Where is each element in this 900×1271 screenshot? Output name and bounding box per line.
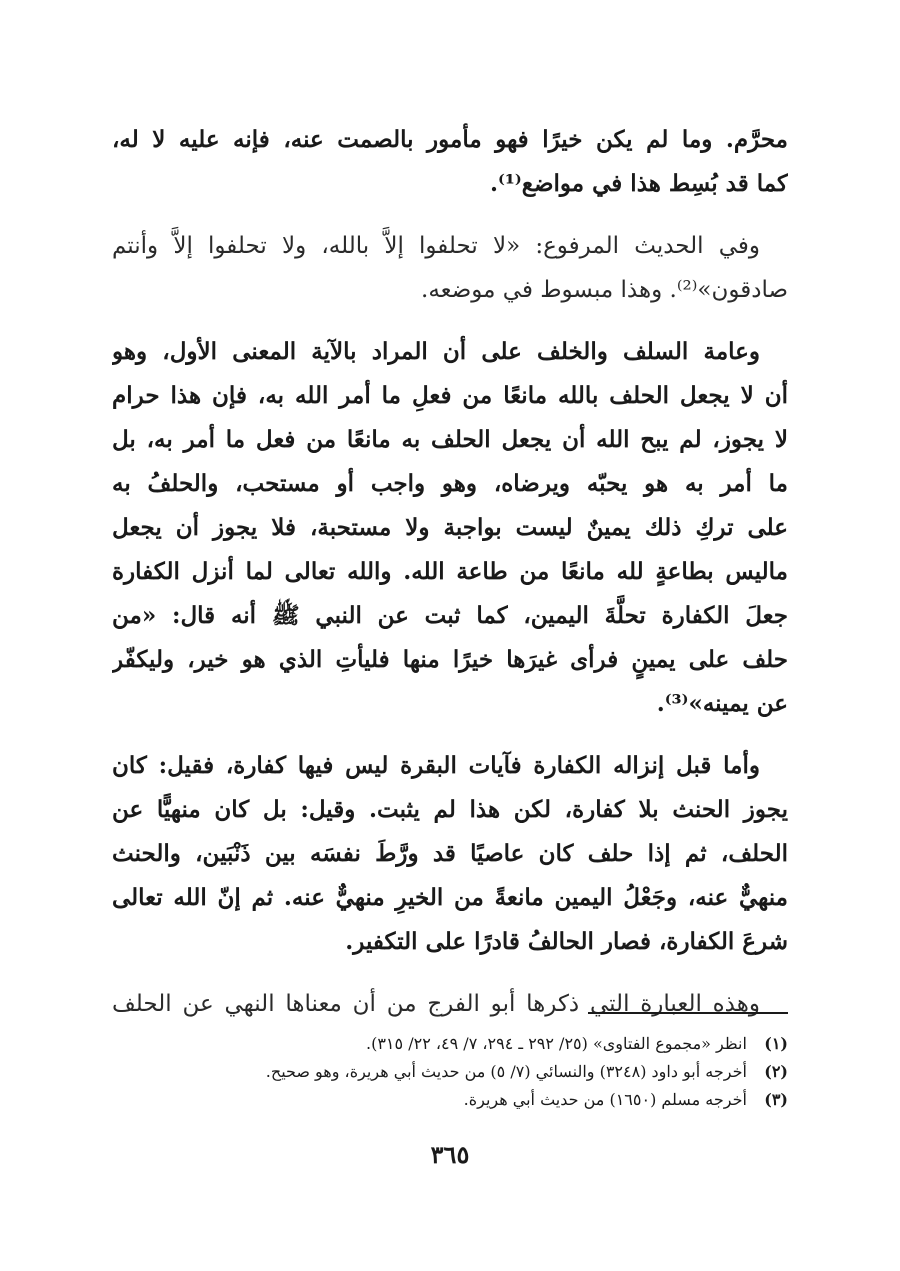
text-line: ما أمر به هو يحبّه ويرضاه، وهو واجب أو مستحب، والحلفُ به (112, 470, 788, 497)
paragraph-4 (112, 744, 788, 964)
paragraph-1 (112, 118, 788, 206)
text-line: جعلَ الكفارة تحلَّةَ اليمين، كما ثبت عن النبي ﷺ أنه قال: «من (112, 602, 788, 629)
text-line: ماليس بطاعةٍ لله مانعًا من طاعة الله. والله تعالى لما أنزل الكفارة (112, 558, 788, 585)
text-line: صادقون»⁽²⁾. وهذا مبسوط في موضعه. (421, 277, 788, 303)
text-line: يجوز الحنث بلا كفارة، لكن هذا لم يثبت. وقيل: بل كان منهيًّا عن (112, 796, 788, 823)
footnote-2 (112, 1058, 788, 1086)
text-line: كما قد بُسِط هذا في مواضع⁽¹⁾. (489, 170, 788, 197)
paragraph-3 (112, 330, 788, 726)
text-line: وفي الحديث المرفوع: «لا تحلفوا إلاَّ بالله، ولا تحلفوا إلاَّ وأنتم (112, 233, 760, 259)
text-line: وأما قبل إنزاله الكفارة فآيات البقرة ليس فيها كفارة، فقيل: كان (112, 752, 760, 779)
text-line: حلف على يمينٍ فرأى غيرَها خيرًا منها فليأتِ الذي هو خير، وليكفّر (112, 646, 788, 673)
footnote-text: أخرجه مسلم (١٦٥٠) من حديث أبي هريرة. (463, 1090, 747, 1109)
text-line: محرَّم. وما لم يكن خيرًا فهو مأمور بالصمت عنه، فإنه عليه لا له، (112, 126, 788, 153)
main-text (112, 118, 788, 1026)
text-line: شرعَ الكفارة، فصار الحالفُ قادرًا على التكفير. (345, 928, 788, 955)
footnote-text: أخرجه أبو داود (٣٢٤٨) والنسائي (٧/ ٥) من حديث أبي هريرة، وهو صحيح. (265, 1062, 747, 1081)
footnotes (112, 1030, 788, 1114)
text-line: الحلف، ثم إذا حلف كان عاصيًا قد ورَّطَ نفسَه بين ذَنْبَين، والحنث (112, 840, 788, 867)
footnote-number: (٣) (764, 1090, 788, 1109)
footnote-text: انظر «مجموع الفتاوى» (٢٥/ ٢٩٢ ـ ٢٩٤، ٧/ ٤٩، ٢٢/ ٣١٥). (366, 1034, 747, 1053)
text-line: منهيٌّ عنه، وجَعْلُ اليمين مانعةً من الخيرِ منهيٌّ عنه. ثم إنّ الله تعالى (112, 884, 788, 911)
footnote-3 (112, 1086, 788, 1114)
footnote-number: (٢) (764, 1062, 788, 1081)
text-line: عن يمينه»⁽³⁾. (656, 690, 788, 717)
page-number: ٣٦٥ (430, 1140, 470, 1169)
footnote-1 (112, 1030, 788, 1058)
text-line: وهذه العبارة التي ذكرها أبو الفرج من أن معناها النهي عن الحلف (112, 991, 760, 1017)
text-line: لا يجوز، لم يبح الله أن يجعل الحلف به مانعًا من فعل ما أمر به، بل (112, 426, 788, 453)
footnote-separator (588, 1012, 788, 1014)
text-line: على تركِ ذلك يمينٌ ليست بواجبة ولا مستحبة، فلا يجوز أن يجعل (112, 514, 788, 541)
footnote-number: (١) (764, 1034, 788, 1053)
text-line: أن لا يجعل الحلف بالله مانعًا من فعلِ ما أمر الله به، فإن هذا حرام (112, 382, 788, 409)
paragraph-5 (112, 982, 788, 1026)
paragraph-2 (112, 224, 788, 312)
text-line: وعامة السلف والخلف على أن المراد بالآية المعنى الأول، وهو (112, 338, 760, 365)
